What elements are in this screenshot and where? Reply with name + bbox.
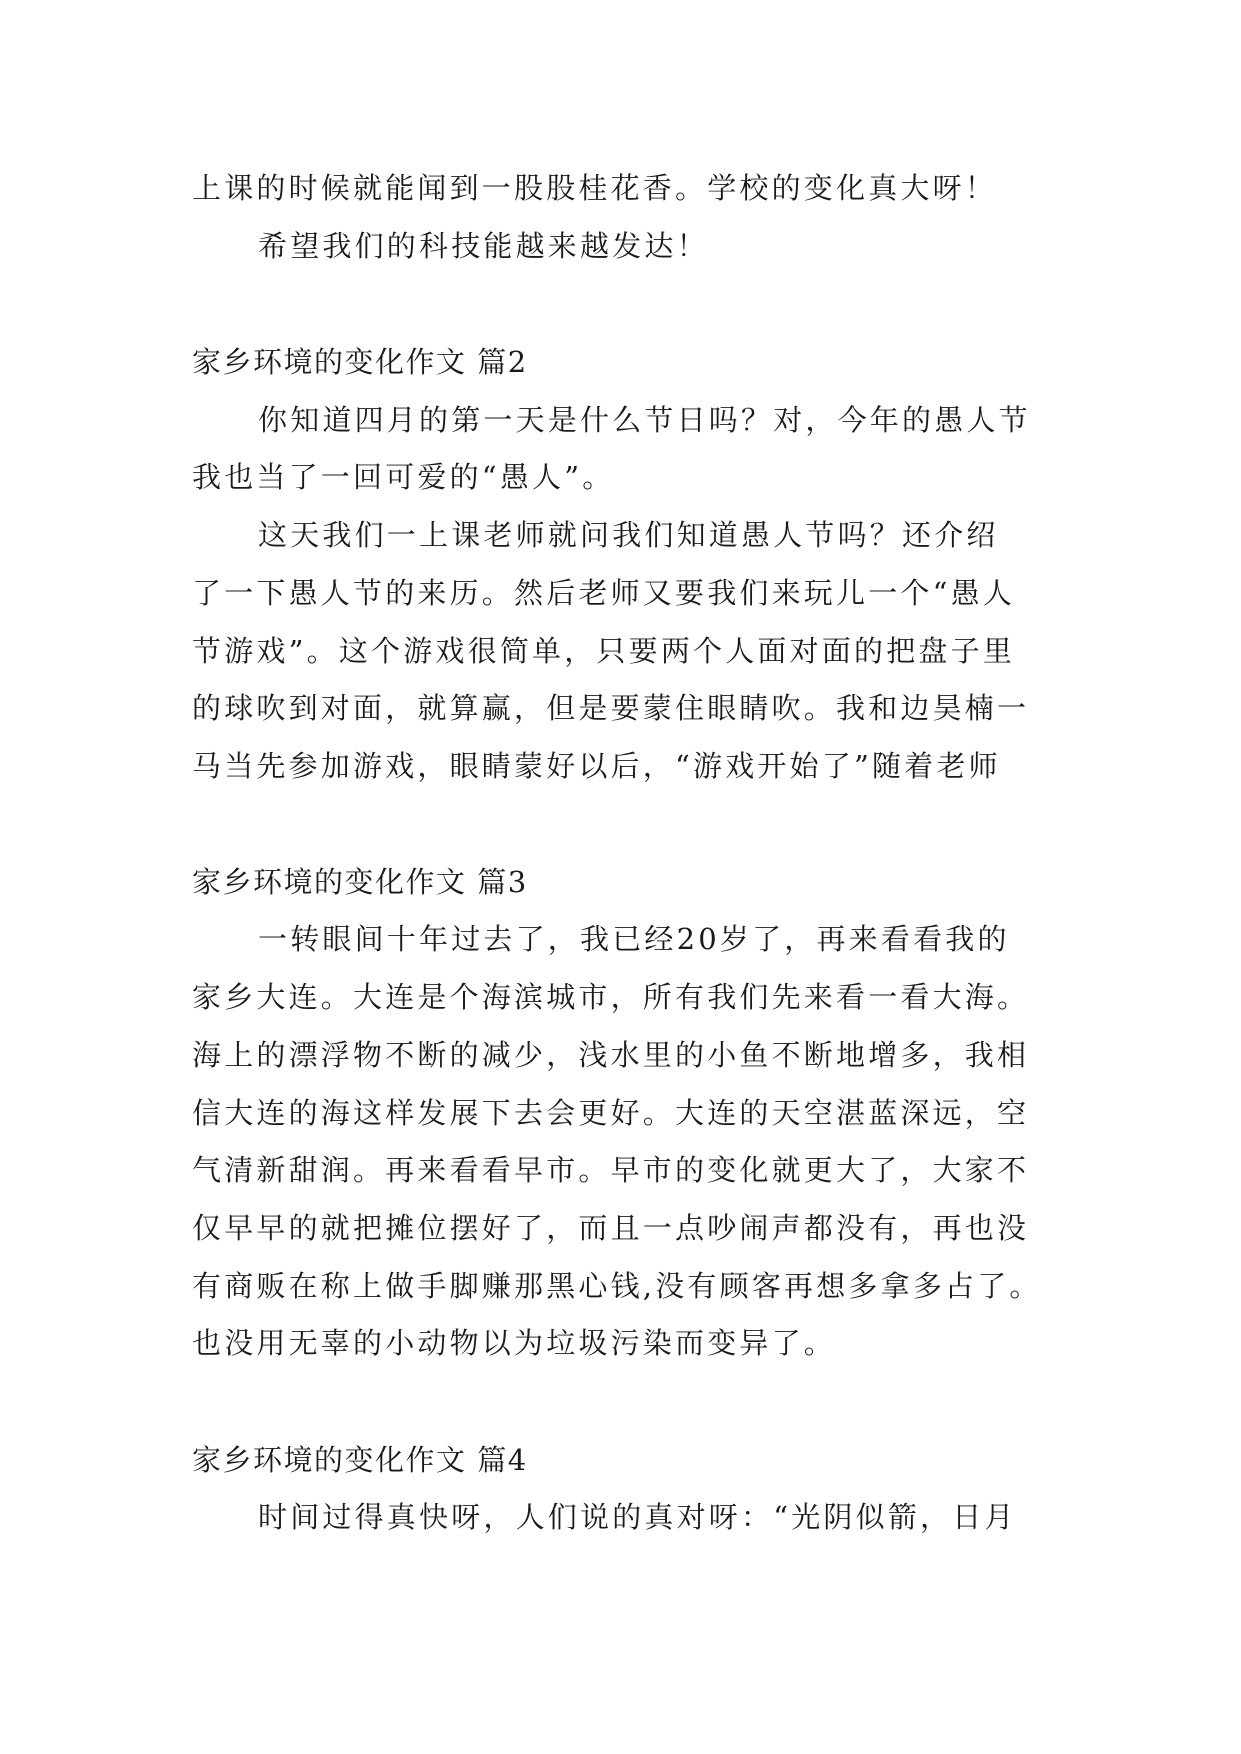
paragraph-line: 一转眼间十年过去了，我已经20岁了，再来看看我的 bbox=[258, 922, 1010, 956]
section-heading: 家乡环境的变化作文 篇4 bbox=[192, 1443, 528, 1477]
paragraph-line: 希望我们的科技能越来越发达！ bbox=[258, 229, 709, 263]
paragraph-line: 仅早早的就把摊位摆好了，而且一点吵闹声都没有，再也没 bbox=[192, 1211, 1030, 1245]
paragraph-line: 这天我们一上课老师就问我们知道愚人节吗？还介绍 bbox=[258, 518, 999, 552]
paragraph-line: 马当先参加游戏，眼睛蒙好以后，“游戏开始了”随着老师 bbox=[192, 749, 1001, 783]
section-heading: 家乡环境的变化作文 篇2 bbox=[192, 345, 528, 379]
paragraph-line: 你知道四月的第一天是什么节日吗？对，今年的愚人节 bbox=[258, 403, 1031, 437]
paragraph-line: 节游戏”。这个游戏很简单，只要两个人面对面的把盘子里 bbox=[192, 634, 1016, 668]
paragraph-line: 了一下愚人节的来历。然后老师又要我们来玩儿一个“愚人 bbox=[192, 576, 1016, 610]
paragraph-line: 的球吹到对面，就算赢，但是要蒙住眼睛吹。我和边昊楠一 bbox=[192, 691, 1030, 725]
paragraph-line: 有商贩在称上做手脚赚那黑心钱,没有顾客再想多拿多占了。 bbox=[192, 1269, 1042, 1303]
paragraph-line: 我也当了一回可爱的“愚人”。 bbox=[192, 460, 615, 494]
section-heading: 家乡环境的变化作文 篇3 bbox=[192, 865, 528, 899]
paragraph-line: 家乡大连。大连是个海滨城市，所有我们先来看一看大海。 bbox=[192, 980, 1030, 1014]
paragraph-line: 气清新甜润。再来看看早市。早市的变化就更大了，大家不 bbox=[192, 1153, 1030, 1187]
paragraph-line: 时间过得真快呀，人们说的真对呀：“光阴似箭，日月 bbox=[258, 1500, 1017, 1534]
paragraph-line: 上课的时候就能闻到一股股桂花香。学校的变化真大呀！ bbox=[192, 171, 998, 205]
paragraph-line: 信大连的海这样发展下去会更好。大连的天空湛蓝深远，空 bbox=[192, 1096, 1030, 1130]
paragraph-line: 海上的漂浮物不断的减少，浅水里的小鱼不断地增多，我相 bbox=[192, 1038, 1030, 1072]
paragraph-line: 也没用无辜的小动物以为垃圾污染而变异了。 bbox=[192, 1326, 837, 1360]
